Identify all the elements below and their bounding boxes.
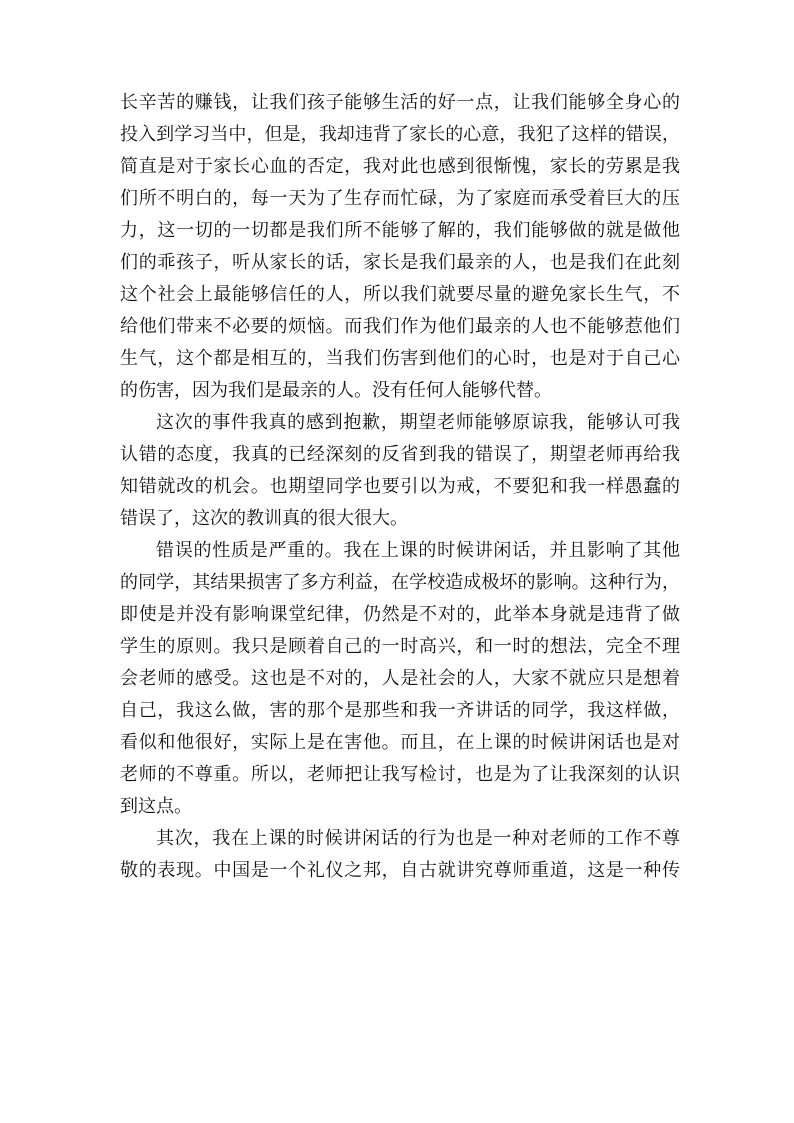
- text-line: 老师的不尊重。所以，老师把让我写检讨，也是为了让我深刻的认识: [120, 764, 680, 785]
- text-line: 的伤害，因为我们是最亲的人。没有任何人能够代替。: [120, 380, 552, 401]
- text-line: 生气，这个都是相互的，当我们伤害到他们的心时，也是对于自己心: [120, 348, 680, 369]
- text-line: 错误的性质是严重的。我在上课的时候讲闲话，并且影响了其他: [156, 540, 680, 561]
- text-line: 认错的态度，我真的已经深刻的反省到我的错误了，期望老师再给我: [120, 444, 680, 465]
- text-line: 这个社会上最能够信任的人，所以我们就要尽量的避免家长生气，不: [120, 284, 680, 305]
- text-line: 的同学，其结果损害了多方利益，在学校造成极坏的影响。这种行为，: [120, 572, 680, 593]
- text-line: 们所不明白的，每一天为了生存而忙碌，为了家庭而承受着巨大的压: [120, 188, 680, 209]
- text-line: 给他们带来不必要的烦恼。而我们作为他们最亲的人也不能够惹他们: [120, 316, 680, 337]
- text-line: 看似和他很好，实际上是在害他。而且，在上课的时候讲闲话也是对: [120, 732, 680, 753]
- text-line: 敬的表现。中国是一个礼仪之邦，自古就讲究尊师重道，这是一种传: [120, 860, 680, 881]
- text-line: 投入到学习当中，但是，我却违背了家长的心意，我犯了这样的错误，: [120, 124, 680, 145]
- text-line: 长辛苦的赚钱，让我们孩子能够生活的好一点，让我们能够全身心的: [120, 92, 680, 113]
- text-line: 知错就改的机会。也期望同学也要引以为戒，不要犯和我一样愚蠢的: [120, 476, 680, 497]
- paragraph-1: [120, 87, 680, 407]
- text-line: 到这点。: [120, 796, 192, 817]
- text-line: 力，这一切的一切都是我们所不能够了解的，我们能够做的就是做他: [120, 220, 680, 241]
- text-line: 简直是对于家长心血的否定，我对此也感到很惭愧，家长的劳累是我: [120, 156, 680, 177]
- text-line: 错误了，这次的教训真的很大很大。: [120, 508, 408, 529]
- text-line: 自己，我这么做，害的那个是那些和我一齐讲话的同学，我这样做，: [120, 700, 680, 721]
- paragraph-2: [120, 407, 680, 535]
- text-line: 这次的事件我真的感到抱歉，期望老师能够原谅我，能够认可我: [156, 412, 680, 433]
- paragraph-4: [120, 823, 680, 887]
- text-line: 会老师的感受。这也是不对的，人是社会的人，大家不就应只是想着: [120, 668, 680, 689]
- document-page: [120, 87, 680, 887]
- text-line: 学生的原则。我只是顾着自己的一时高兴，和一时的想法，完全不理: [120, 636, 680, 657]
- text-line: 们的乖孩子，听从家长的话，家长是我们最亲的人，也是我们在此刻: [120, 252, 680, 273]
- text-line: 其次，我在上课的时候讲闲话的行为也是一种对老师的工作不尊: [156, 828, 680, 849]
- text-line: 即使是并没有影响课堂纪律，仍然是不对的，此举本身就是违背了做: [120, 604, 680, 625]
- paragraph-3: [120, 535, 680, 823]
